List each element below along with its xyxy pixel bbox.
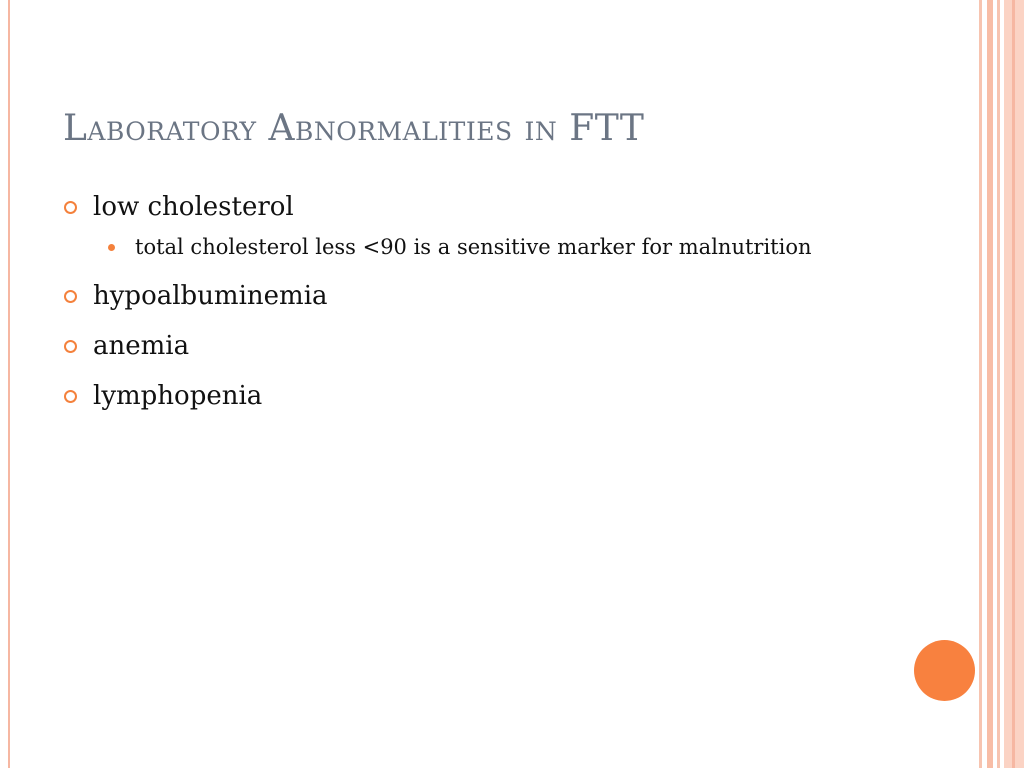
- ring-bullet-icon: [64, 390, 77, 403]
- left-border-rule: [8, 0, 10, 768]
- right-border-stripe: [1012, 0, 1015, 768]
- bullet-text: anemia: [93, 331, 190, 361]
- slide-title: Laboratory Abnormalities in FTT: [63, 108, 645, 149]
- decorative-orange-circle: [914, 640, 975, 701]
- sub-bullet-list: [93, 230, 864, 265]
- bullet-item: [64, 377, 864, 415]
- sub-bullet-item: [93, 230, 855, 265]
- right-border-stripe: [987, 0, 993, 768]
- bullet-text: low cholesterol: [93, 192, 294, 222]
- ring-bullet-icon: [64, 340, 77, 353]
- bullet-list: [64, 188, 864, 427]
- bullet-text: hypoalbuminemia: [93, 281, 328, 311]
- ring-bullet-icon: [64, 290, 77, 303]
- right-border-stripe: [997, 0, 1000, 768]
- bullet-item: [64, 188, 864, 265]
- ring-bullet-icon: [64, 201, 77, 214]
- right-border-stripe: [979, 0, 982, 768]
- dot-bullet-icon: [108, 244, 115, 251]
- bullet-item: [64, 327, 864, 365]
- sub-bullet-text: total cholesterol less <90 is a sensitive marker for malnutrition: [135, 235, 812, 259]
- bullet-item: [64, 277, 864, 315]
- bullet-text: lymphopenia: [93, 381, 263, 411]
